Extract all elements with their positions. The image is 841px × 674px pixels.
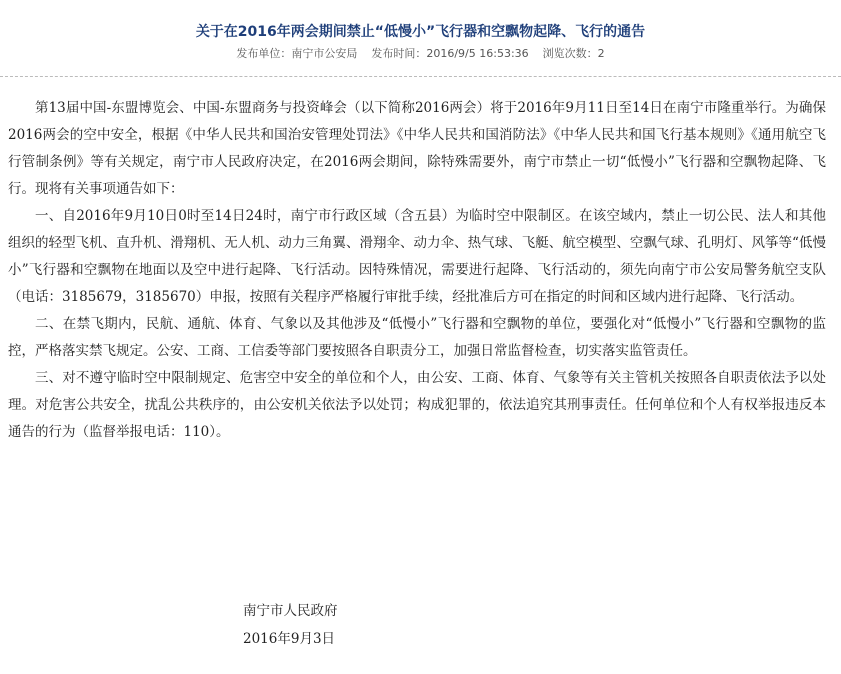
view-count-value: 2 xyxy=(597,47,605,60)
article-body xyxy=(8,95,826,446)
article-title: 关于在2016年两会期间禁止“低慢小”飞行器和空飘物起降、飞行的通告 xyxy=(195,24,646,40)
clause-paragraph-3: 三、对不遵守临时空中限制规定、危害空中安全的单位和个人，由公安、工商、体育、气象等有关主管机关按照各自职责依法予以处理。对危害公共安全，扰乱公共秩序的，由公安机关依法予以处罚；构成犯罪的，依法追究其刑事责任。任何单位和个人有权举报违反本通告的行为（监督举报电话：110）。 xyxy=(8,370,826,440)
signature-org: 南宁市人民政府 xyxy=(243,603,338,619)
signature-block xyxy=(243,597,338,653)
intro-paragraph: 第13届中国-东盟博览会、中国-东盟商务与投资峰会（以下简称2016两会）将于2016年9月11日至14日在南宁市隆重举行。为确保2016两会的空中安全，根据《中华人民共和国治安管理处罚法》《中华人民共和国消防法》《中华人民共和国飞行基本规则》《通用航空飞行管制条例》等有关规定，南宁市人民政府决定，在2016两会期间，除特殊需要外，南宁市禁止一切“低慢小”飞行器和空飘物起降、飞行。现将有关事项通告如下： xyxy=(8,100,826,197)
publish-time-value: 2016/9/5 16:53:36 xyxy=(426,47,529,60)
publish-time-label: 发布时间： xyxy=(371,47,427,60)
view-count-label: 浏览次数： xyxy=(542,47,598,60)
publisher-label: 发布单位： xyxy=(236,47,292,60)
header-divider xyxy=(0,76,841,77)
article-meta xyxy=(0,46,841,62)
clause-paragraph-1: 一、自2016年9月10日0时至14日24时，南宁市行政区域（含五县）为临时空中限制区。在该空域内，禁止一切公民、法人和其他组织的轻型飞机、直升机、滑翔机、无人机、动力三角翼、滑翔伞、动力伞、热气球、飞艇、航空模型、空飘气球、孔明灯、风筝等“低慢小”飞行器和空飘物在地面以及空中进行起降、飞行活动。因特殊情况，需要进行起降、飞行活动的，须先向南宁市公安局警务航空支队（电话：3185679，3185670）申报，按照有关程序严格履行审批手续，经批准后方可在指定的时间和区域内进行起降、飞行活动。 xyxy=(8,208,826,305)
signature-date: 2016年9月3日 xyxy=(243,631,336,647)
publisher-value: 南宁市公安局 xyxy=(291,47,358,60)
clause-paragraph-2: 二、在禁飞期内，民航、通航、体育、气象以及其他涉及“低慢小”飞行器和空飘物的单位，要强化对“低慢小”飞行器和空飘物的监控，严格落实禁飞规定。公安、工商、工信委等部门要按照各自职责分工，加强日常监督检查，切实落实监管责任。 xyxy=(8,316,826,359)
